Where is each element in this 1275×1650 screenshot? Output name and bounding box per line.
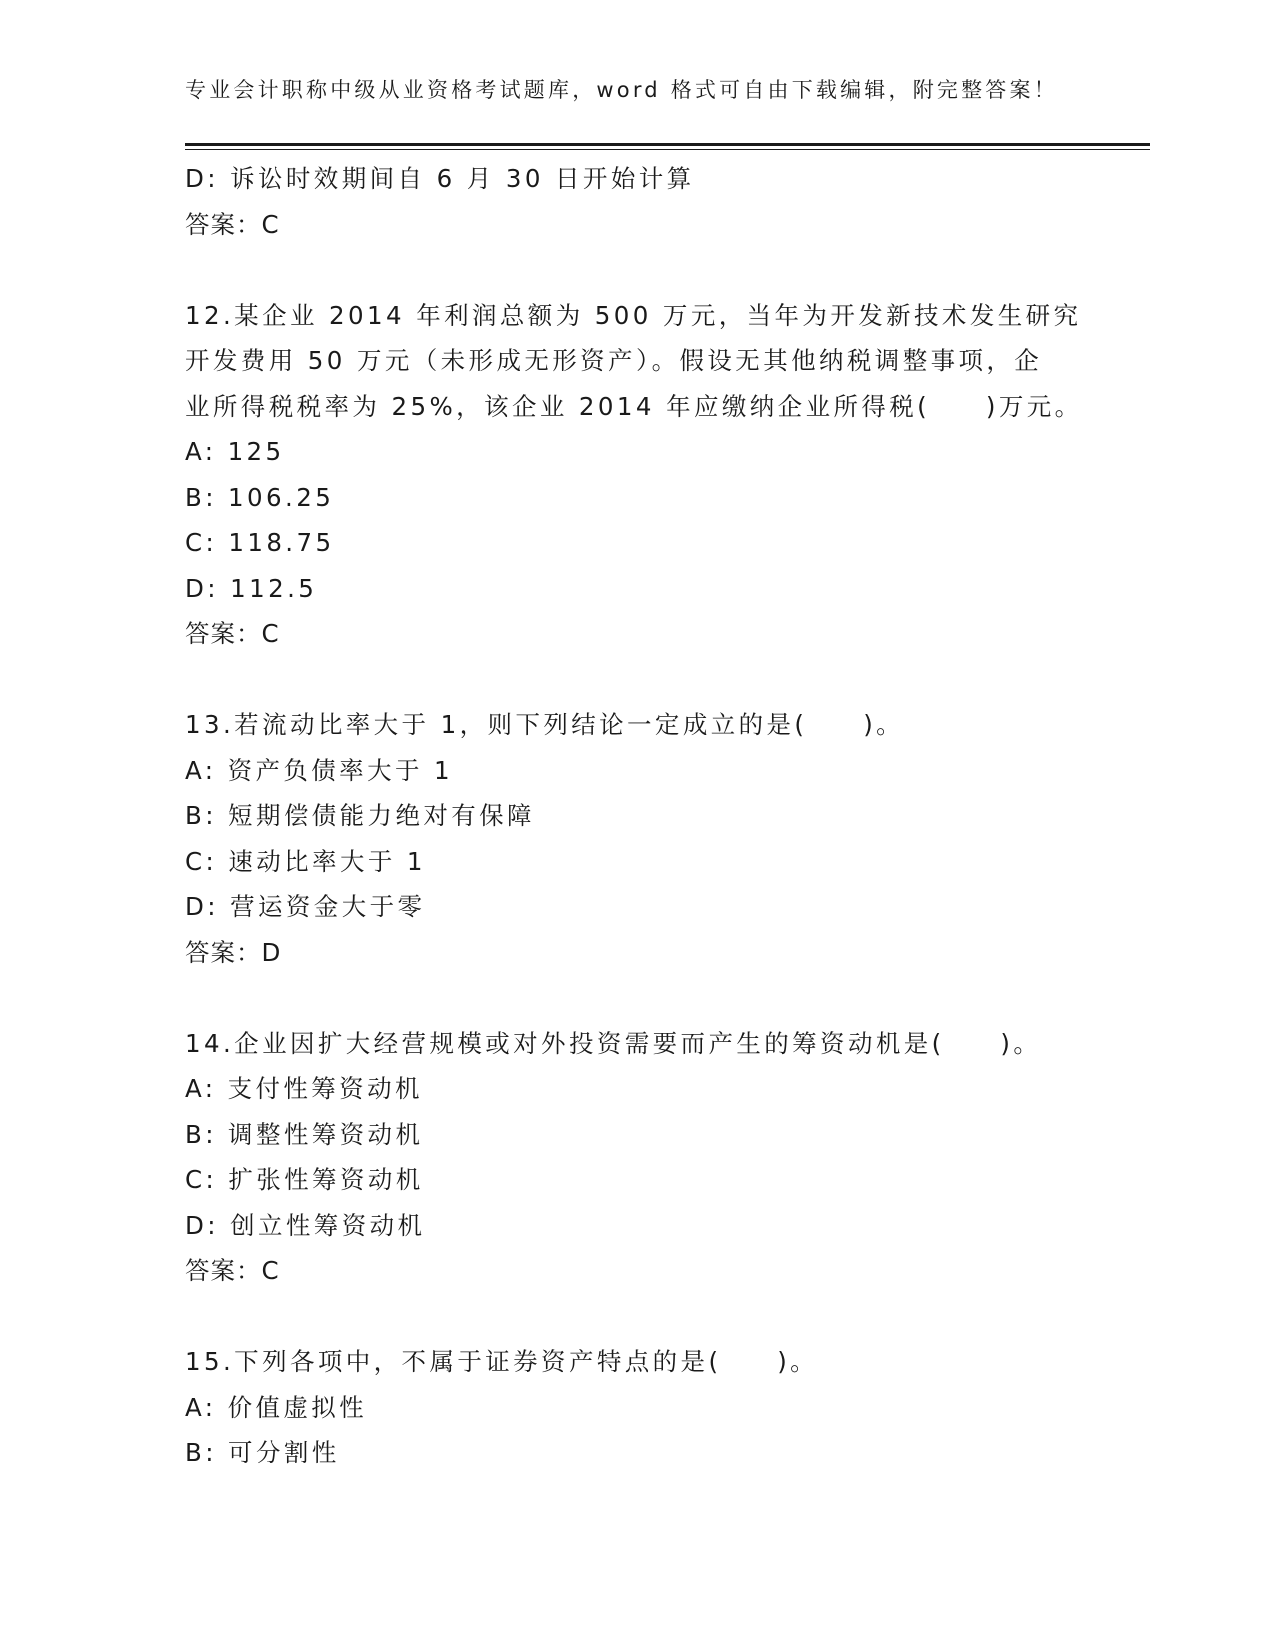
q12-option-c: C: 118.75 — [185, 528, 335, 557]
question-15 — [185, 1339, 1085, 1476]
q13-option-c: C: 速动比率大于 1 — [185, 846, 426, 876]
question-content — [185, 156, 1085, 1476]
q14-option-c: C: 扩张性筹资动机 — [185, 1165, 424, 1194]
q14-option-b: B: 调整性筹资动机 — [185, 1119, 424, 1149]
q12-option-a: A: 125 — [185, 437, 285, 466]
question-13 — [185, 702, 1085, 975]
q11-option-d: D: 诉讼时效期间自 6 月 30 日开始计算 — [185, 164, 695, 193]
q12-answer: 答案：C — [185, 619, 280, 648]
header-rule-thick — [185, 143, 1150, 146]
q13-answer: 答案：D — [185, 937, 282, 967]
q13-option-d: D: 营运资金大于零 — [185, 892, 426, 921]
header-rule-thin — [185, 149, 1150, 150]
question-14 — [185, 1021, 1085, 1294]
q15-stem: 15.下列各项中，不属于证券资产特点的是( )。 — [185, 1347, 819, 1376]
q15-option-b: B: 可分割性 — [185, 1438, 340, 1467]
q13-stem: 13.若流动比率大于 1，则下列结论一定成立的是( )。 — [185, 710, 905, 739]
q11-answer: 答案：C — [185, 209, 280, 239]
q12-stem-line-3: 业所得税税率为 25%，该企业 2014 年应缴纳企业所得税( )万元。 — [185, 391, 1083, 421]
page-header: 专业会计职称中级从业资格考试题库，word 格式可自由下载编辑，附完整答案！ — [185, 78, 1058, 102]
q14-stem: 14.企业因扩大经营规模或对外投资需要而产生的筹资动机是( )。 — [185, 1028, 1042, 1058]
question-12 — [185, 293, 1085, 657]
q14-option-d: D: 创立性筹资动机 — [185, 1210, 426, 1240]
q14-option-a: A: 支付性筹资动机 — [185, 1074, 423, 1103]
q12-stem-line-1: 12.某企业 2014 年利润总额为 500 万元，当年为开发新技术发生研究 — [185, 300, 1082, 330]
q15-option-a: A: 价值虚拟性 — [185, 1392, 368, 1422]
q14-answer: 答案：C — [185, 1256, 280, 1285]
q12-option-d: D: 112.5 — [185, 573, 318, 603]
q13-option-b: B: 短期偿债能力绝对有保障 — [185, 801, 535, 830]
q12-stem-line-2: 开发费用 50 万元（未形成无形资产）。假设无其他纳税调整事项，企 — [185, 346, 1043, 375]
q13-option-a: A: 资产负债率大于 1 — [185, 755, 454, 785]
q12-option-b: B: 106.25 — [185, 482, 335, 512]
